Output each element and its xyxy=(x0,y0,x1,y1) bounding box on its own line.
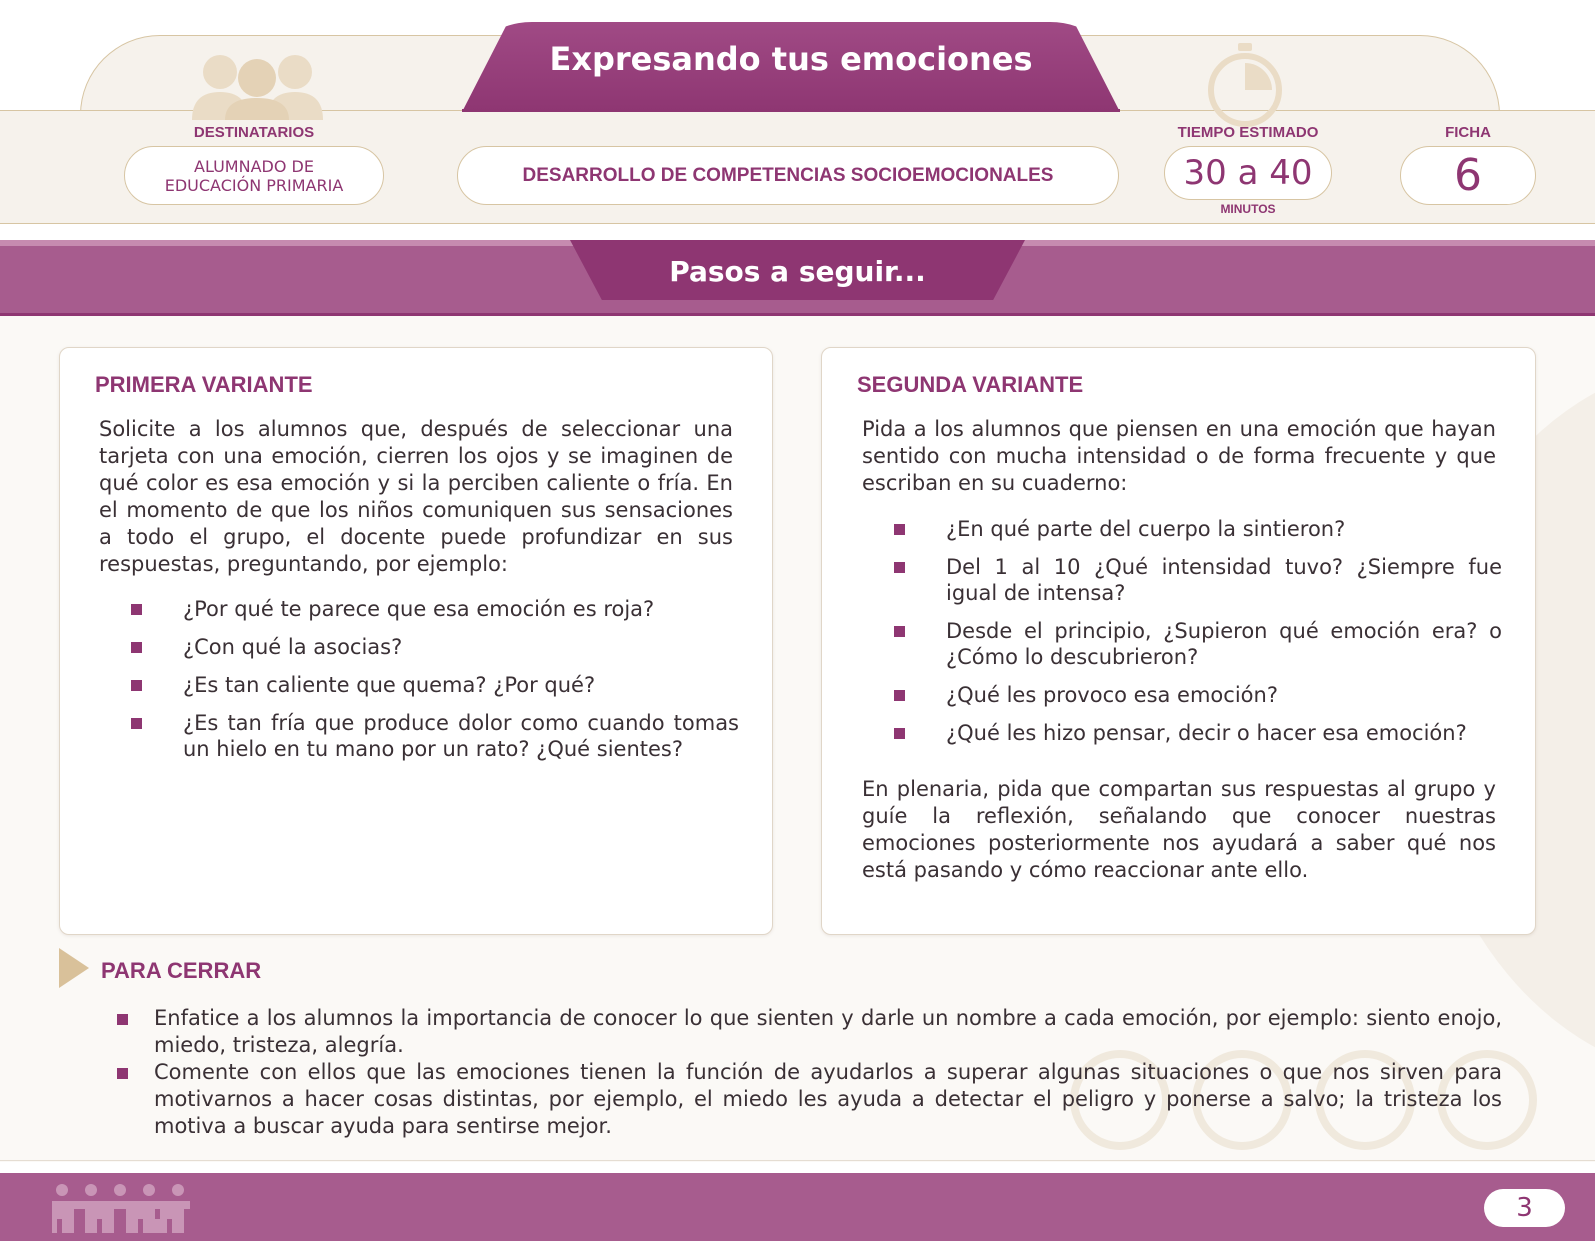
tiempo-label: TIEMPO ESTIMADO xyxy=(1177,124,1319,141)
page-title: Expresando tus emociones xyxy=(549,40,1033,78)
ficha-label: FICHA xyxy=(1445,124,1491,141)
segunda-variante-list xyxy=(894,516,1502,758)
bullet-square-icon xyxy=(117,1014,128,1025)
steps-title: Pasos a seguir... xyxy=(669,255,926,288)
page-number: 3 xyxy=(1484,1189,1565,1227)
title-underline xyxy=(462,109,1120,112)
primera-variante-intro: Solicite a los alumnos que, después de seleccionar una tarjeta con una emoción, cierren los ojos y se imaginen de qué color es esa emoción y si la perciben caliente o fría. En el momento de que los niños comuniquen sus sensaciones a todo el grupo, el docente puede profundizar en sus respuestas, preguntando, por ejemplo: xyxy=(99,417,733,576)
bullet-square-icon xyxy=(894,690,905,701)
bullet-square-icon xyxy=(894,626,905,637)
list-item: Desde el principio, ¿Supieron qué emoción era? o ¿Cómo lo descubrieron? xyxy=(894,618,1502,670)
list-item: ¿Es tan caliente que quema? ¿Por qué? xyxy=(131,672,739,698)
list-item: Enfatice a los alumnos la importancia de conocer lo que sienten y darle un nombre a cada emoción, por ejemplo: siento enojo, miedo, tristeza, alegría. xyxy=(117,1005,1502,1059)
bullet-square-icon xyxy=(131,718,142,729)
segunda-variante-title: SEGUNDA VARIANTE xyxy=(857,372,1084,397)
list-item: Comente con ellos que las emociones tienen la función de ayudarlos a superar algunas situaciones o que nos sirven para motivarnos a hacer cosas distintas, por ejemplo, el miedo les ayuda a detectar el peligro y ponerse a salvo; la tristeza los motiva a buscar ayuda para sentirse mejor. xyxy=(117,1059,1502,1140)
bullet-square-icon xyxy=(117,1068,128,1079)
destinatarios-line-1: ALUMNADO DE xyxy=(194,156,314,176)
footer-band xyxy=(0,1173,1595,1241)
tiempo-value: 30 a 40 xyxy=(1164,146,1332,200)
stopwatch-icon xyxy=(1205,43,1285,128)
segunda-variante-intro: Pida a los alumnos que piensen en una emoción que hayan sentido con mucha intensidad o de forma frecuente y que escriban en su cuaderno: xyxy=(862,417,1496,495)
primera-variante-title: PRIMERA VARIANTE xyxy=(95,372,313,397)
list-item: ¿En qué parte del cuerpo la sintieron? xyxy=(894,516,1502,542)
list-item: ¿Con qué la asocias? xyxy=(131,634,739,660)
para-cerrar-title: PARA CERRAR xyxy=(101,958,262,983)
list-item: ¿Por qué te parece que esa emoción es roja? xyxy=(131,596,739,622)
bullet-square-icon xyxy=(131,680,142,691)
competencias-pill: DESARROLLO DE COMPETENCIAS SOCIOEMOCIONALES xyxy=(457,146,1119,205)
footer-divider xyxy=(0,1160,1595,1161)
list-item: ¿Qué les hizo pensar, decir o hacer esa emoción? xyxy=(894,720,1502,746)
bullet-square-icon xyxy=(894,524,905,535)
bullet-square-icon xyxy=(131,642,142,653)
list-item: ¿Es tan fría que produce dolor como cuando tomas un hielo en tu mano por un rato? ¿Qué sientes? xyxy=(131,710,739,762)
bullet-square-icon xyxy=(131,604,142,615)
section-arrow-icon xyxy=(59,948,89,988)
destinatarios-label: DESTINATARIOS xyxy=(193,124,315,141)
list-item: ¿Qué les provoco esa emoción? xyxy=(894,682,1502,708)
primera-variante-list xyxy=(131,596,739,774)
people-chain-icon xyxy=(50,1183,192,1233)
list-item: Del 1 al 10 ¿Qué intensidad tuvo? ¿Siempre fue igual de intensa? xyxy=(894,554,1502,606)
tiempo-unit: MINUTOS xyxy=(1220,202,1276,216)
people-group-icon xyxy=(190,50,325,120)
para-cerrar-list xyxy=(117,1005,1502,1140)
ficha-number: 6 xyxy=(1400,146,1536,205)
destinatarios-line-2: EDUCACIÓN PRIMARIA xyxy=(164,175,344,195)
bullet-square-icon xyxy=(894,728,905,739)
bullet-square-icon xyxy=(894,562,905,573)
destinatarios-pill xyxy=(124,146,384,205)
segunda-variante-outro: En plenaria, pida que compartan sus respuestas al grupo y guíe la reflexión, señalando que conocer nuestras emociones posteriormente nos ayudará a saber qué nos está pasando y cómo reaccionar ante ello. xyxy=(862,777,1496,882)
